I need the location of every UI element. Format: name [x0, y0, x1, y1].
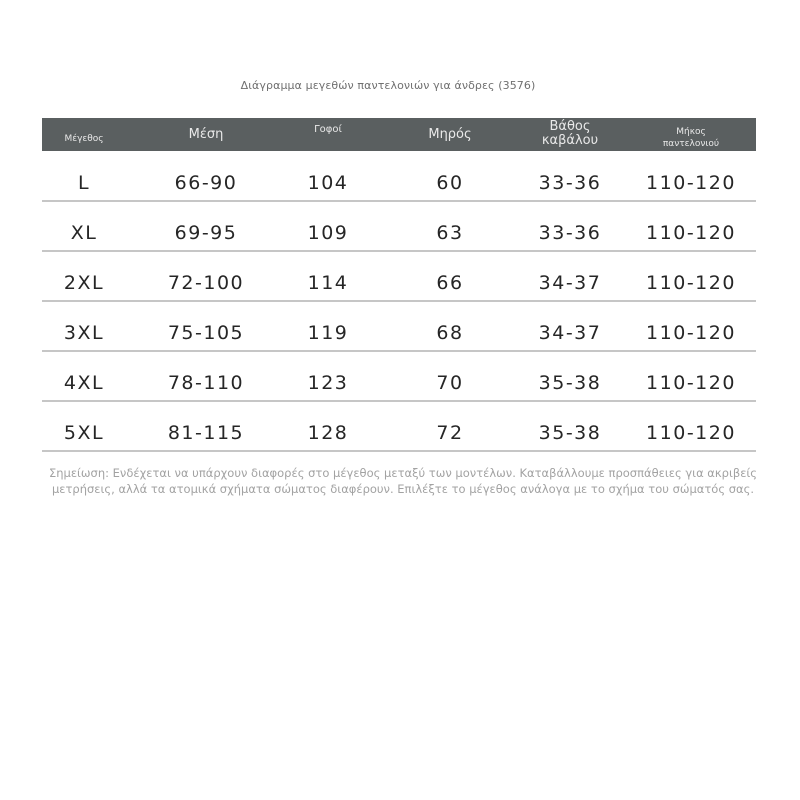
header-length-line2: παντελονιού: [662, 138, 720, 149]
waist-cell: 75-105: [167, 322, 245, 344]
thigh-cell: 60: [436, 172, 464, 194]
header-hip: Γοφοί: [314, 124, 342, 135]
hip-cell: 128: [307, 422, 349, 444]
size-cell: 5XL: [63, 422, 105, 444]
header-rise-line1: Βάθος: [549, 118, 591, 134]
table-row: [42, 201, 756, 251]
size-table: [42, 118, 756, 451]
table-row: [42, 401, 756, 451]
table-row: [42, 351, 756, 401]
sizing-note-line1: Σημείωση: Ενδέχεται να υπάρχουν διαφορές στο μέγεθος μεταξύ των μοντέλων. Καταβάλλουμε προσπάθειες για ακριβείς: [48, 466, 758, 480]
size-cell: 4XL: [63, 372, 105, 394]
rise-cell: 34-37: [538, 322, 602, 344]
hip-cell: 109: [307, 222, 349, 244]
length-cell: 110-120: [646, 222, 736, 244]
table-row: [42, 251, 756, 301]
header-size: Μέγεθος: [64, 133, 104, 144]
chart-title: Διάγραμμα μεγεθών παντελονιών για άνδρες (3576): [240, 79, 536, 92]
header-thigh: Μηρός: [428, 127, 472, 142]
table-header: [42, 118, 756, 151]
waist-cell: 72-100: [167, 272, 245, 294]
header-rise-line2: καβάλου: [541, 132, 599, 148]
header-waist: Μέση: [188, 127, 224, 142]
waist-cell: 78-110: [167, 372, 245, 394]
thigh-cell: 72: [436, 422, 464, 444]
thigh-cell: 70: [436, 372, 464, 394]
length-cell: 110-120: [646, 322, 736, 344]
rise-cell: 35-38: [538, 422, 602, 444]
rise-cell: 33-36: [538, 222, 602, 244]
thigh-cell: 66: [436, 272, 464, 294]
hip-cell: 104: [307, 172, 349, 194]
size-cell: L: [77, 172, 91, 194]
sizing-note: [0, 465, 800, 497]
size-cell: XL: [70, 222, 98, 244]
size-cell: 3XL: [63, 322, 105, 344]
waist-cell: 66-90: [174, 172, 238, 194]
rise-cell: 33-36: [538, 172, 602, 194]
sizing-note-line2: μετρήσεις, αλλά τα ατομικά σχήματα σώματος διαφέρουν. Επιλέξτε το μέγεθος ανάλογα με το σχήμα του σώματός σας.: [51, 482, 755, 496]
thigh-cell: 63: [436, 222, 464, 244]
hip-cell: 123: [307, 372, 349, 394]
table-row: [42, 151, 756, 201]
row-divider: [42, 450, 756, 452]
header-length: [663, 121, 719, 154]
hip-cell: 114: [307, 272, 349, 294]
hip-cell: 119: [307, 322, 349, 344]
thigh-cell: 68: [436, 322, 464, 344]
table-row: [42, 301, 756, 351]
header-length-line1: Μήκος: [676, 126, 706, 137]
length-cell: 110-120: [646, 422, 736, 444]
length-cell: 110-120: [646, 272, 736, 294]
rise-cell: 34-37: [538, 272, 602, 294]
rise-cell: 35-38: [538, 372, 602, 394]
size-cell: 2XL: [63, 272, 105, 294]
waist-cell: 69-95: [174, 222, 238, 244]
length-cell: 110-120: [646, 172, 736, 194]
waist-cell: 81-115: [167, 422, 245, 444]
header-rise: [542, 117, 598, 150]
length-cell: 110-120: [646, 372, 736, 394]
